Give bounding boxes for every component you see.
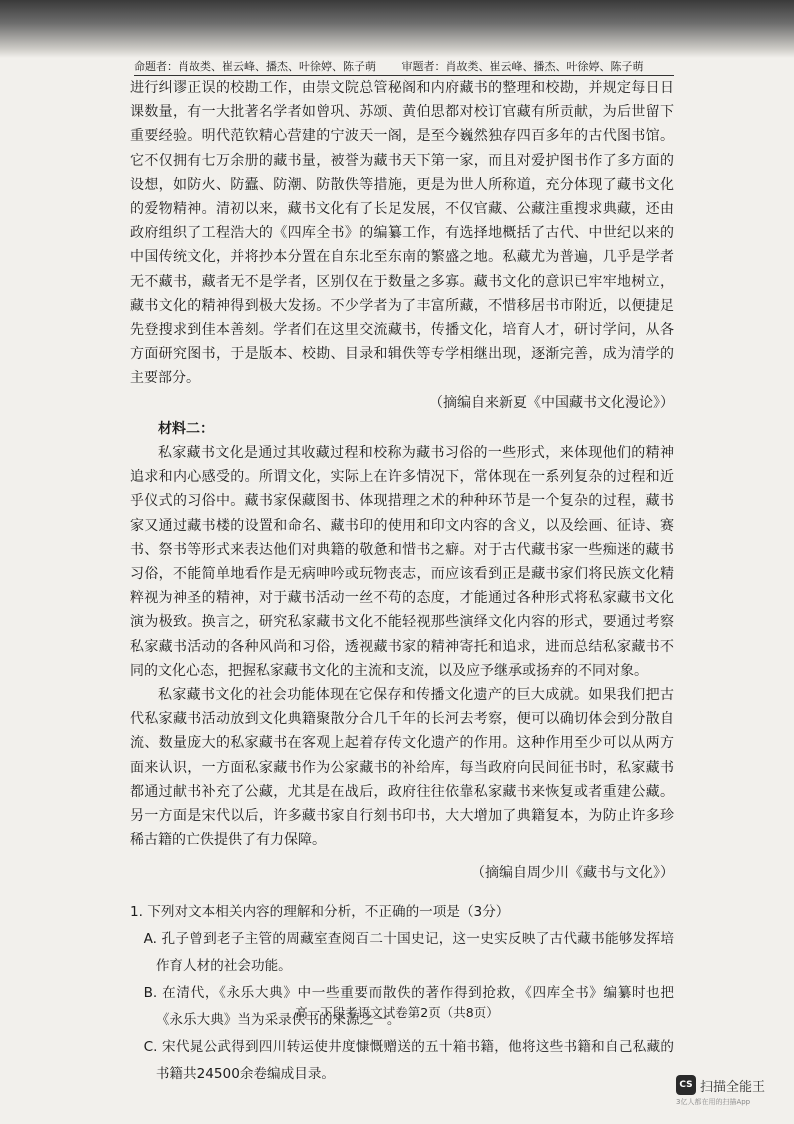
watermark-tagline: 3亿人都在用的扫描App <box>676 1098 751 1106</box>
question-option-a: A. 孔子曾到老子主管的周藏室查阅百二十国史记，这一史实反映了古代藏书能够发挥培作育人材的社会功能。 <box>143 930 674 974</box>
scan-top-shadow <box>0 0 794 58</box>
material2-heading: 材料二： <box>158 420 214 437</box>
reviewers-line: 审题者：肖故类、崔云峰、播杰、叶徐婷、陈子萌 <box>401 60 644 73</box>
page-content <box>130 76 674 1088</box>
material1-paragraph: 进行纠谬正误的校勘工作，由崇文院总管秘阁和内府藏书的整理和校勘，并规定每日日课数量，有一大批著名学者如曾巩、苏颂、黄伯思都对校订官藏有所贡献，为后世留下重要经验。明代范钦精心营建的宁波天一阁，是至今巍然独存四百多年的古代图书馆。它不仅拥有七万余册的藏书量，被誉为藏书天下第一家，而且对爱护图书作了多方面的设想，如防火、防蠹、防潮、防散佚等措施，更是为世人所称道，充分体现了藏书文化的爱物精神。清初以来，藏书文化有了长足发展，不仅官藏、公藏注重搜求典藏，还由政府组织了工程浩大的《四库全书》的编纂工作，有选择地概括了古代、中世纪以来的中国传统文化，并将抄本分置在自东北至东南的繁盛之地。私藏尤为普遍，几乎是学者无不藏书，藏者无不是学者，区别仅在于数量之多寡。藏书文化的意识已牢牢地树立，藏书文化的精神得到极大发扬。不少学者为了丰富所藏，不惜移居书市附近，以便捷足先登搜求到佳本善刻。学者们在这里交流藏书，传播文化，培育人才，研讨学问，从各方面研究图书，于是版本、校勘、目录和辑佚等专学相继出现，逐渐完善，成为清学的主要部分。 <box>130 80 674 387</box>
question-option-b: B. 在清代，《永乐大典》中一些重要而散佚的著作得到抢救，《四库全书》编纂时也把《永乐大典》当为采录佚书的来源之一。 <box>143 984 674 1028</box>
material2-paragraph-1: 私家藏书文化是通过其收藏过程和校称为藏书习俗的一些形式，来体现他们的精神追求和内心感受的。所谓文化，实际上在许多情况下，常体现在一系列复杂的过程和近乎仪式的习俗中。藏书家保藏图书、体现措理之术的种种环节是一个复杂的过程，藏书家又通过藏书楼的设置和命名、藏书印的使用和印文内容的含义，以及绘画、征诗、赛书、祭书等形式来表达他们对典籍的敬惫和惜书之癖。对于古代藏书家一些痴迷的藏书习俗，不能简单地看作是无病呻吟或玩物丧志，而应该看到正是藏书家们将民族文化精粹视为神圣的精神，对于藏书活动一丝不苟的态度，才能通过各种形式将私家藏书文化演为极致。换言之，研究私家藏书文化不能轻视那些演绎文化内容的形式，要通过考察私家藏书活动的各种风尚和习俗，透视藏书家的精神寄托和追求，进而总结私家藏书不同的文化心态，把握私家藏书文化的主流和支流，以及应予继承或扬弃的不同对象。 <box>130 445 674 679</box>
proposers-line: 命题者：肖故类、崔云峰、播杰、叶徐婷、陈子萌 <box>134 60 376 73</box>
question-option-c: C. 宋代晁公武得到四川转运使井度慷慨赠送的五十箱书籍，他将这些书籍和自己私藏的书籍共24500余卷编成目录。 <box>143 1038 674 1082</box>
material2-source: （摘编自周少川《藏书与文化》） <box>471 864 674 881</box>
material1-source: （摘编自来新夏《中国藏书文化漫论》） <box>429 394 674 411</box>
page-footer: 高一下段考语文试卷第2页（共8页） <box>295 1005 499 1020</box>
scanner-watermark <box>676 1073 792 1113</box>
camscanner-logo-icon: CS <box>676 1075 696 1095</box>
question-stem: 1. 下列对文本相关内容的理解和分析，不正确的一项是（3分） <box>130 903 510 920</box>
material2-paragraph-2: 私家藏书文化的社会功能体现在它保存和传播文化遗产的巨大成就。如果我们把古代私家藏书活动放到文化典籍聚散分合几千年的长河去考察，便可以确切体会到分散自流、数量庞大的私家藏书在客观上起着存传文化遗产的作用。这种作用至少可以从两方面来认识，一方面私家藏书作为公家藏书的补给库，每当政府向民间征书时，私家藏书都通过献书补充了公藏，尤其是在战后，政府往往依靠私家藏书来恢复或者重建公藏。另一方面是宋代以后，许多藏书家自行刻书印书，大大增加了典籍复本，为防止许多珍稀古籍的亡佚提供了有力保障。 <box>130 687 674 849</box>
question-1 <box>130 899 674 1088</box>
page-header <box>134 58 674 76</box>
watermark-name: 扫描全能王 <box>700 1080 766 1095</box>
